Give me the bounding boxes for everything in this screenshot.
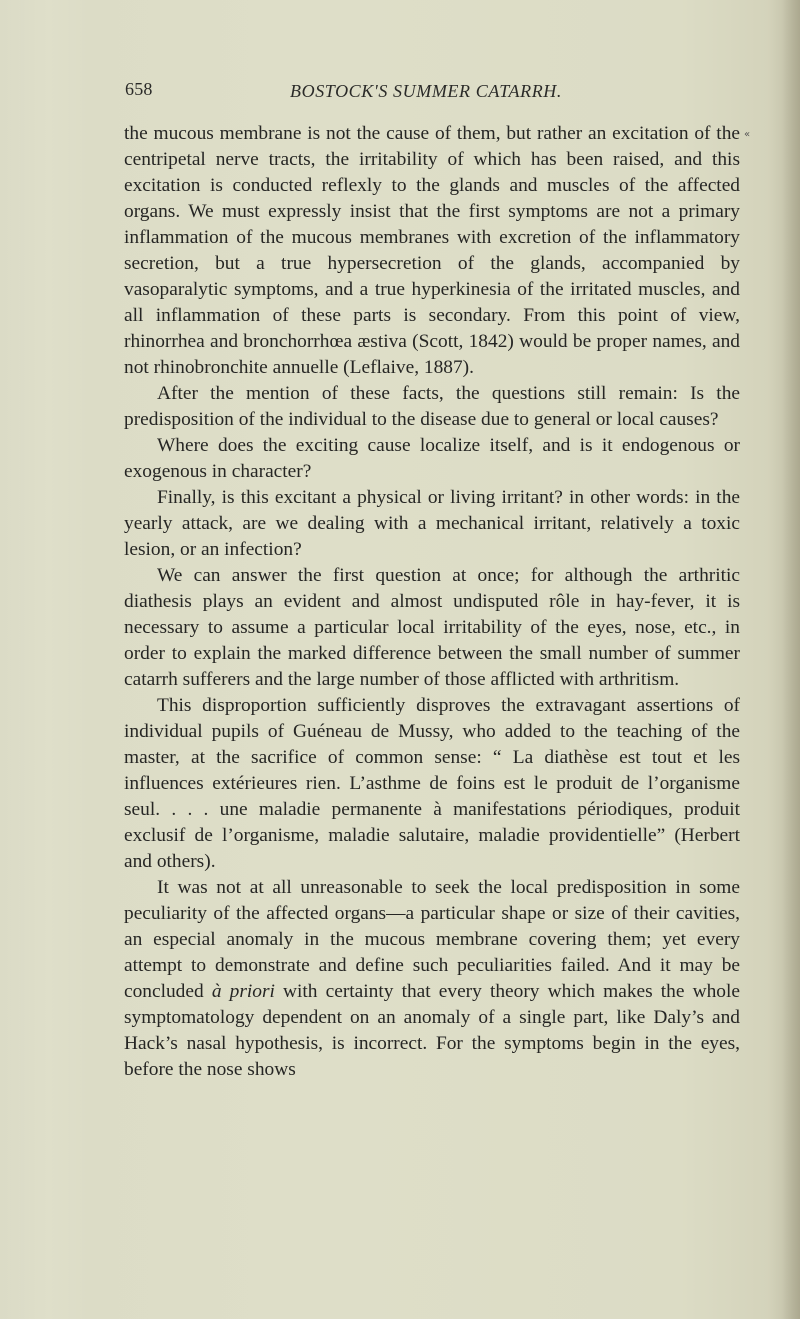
paragraph-question-irritant: Finally, is this excitant a physical or living irritant? in other words: in the yearly attack, are we dealing with a mechanical irritant, relatively a toxic lesion, or an infection? bbox=[124, 487, 740, 560]
paragraph-continued: the mucous membrane is not the cause of them, but rather an excitation of the centripetal nerve tracts, the irritability of which has been raised, and this excitation is conducted reflexly to the glands and muscles of the affected organs. We must expressly insist that the first symptoms are not a primary inflammation of the mucous membranes with excretion of the inflammatory secretion, but a true hypersecretion of the glands, accompanied by vasoparalytic symptoms, and a true hyperkinesia of the irritated muscles, and all inflammation of these parts is secondary. From this point of view, rhinorrhea and bronchorrhœa æstiva (Scott, 1842) would be proper names, and not rhinobronchite annuelle (Leflaive, 1887). bbox=[124, 123, 740, 378]
page-number: 658 bbox=[125, 79, 153, 99]
paragraph-disproportion: This disproportion sufficiently disproves the extravagant assertions of individual pupils of Guéneau de Mussy, who added to the teaching of the master, at the sacrifice of common sense: “ La diathèse est tout et les influences extérieures rien. L’asthme de foins est le produit de l’organisme seul. . . . une maladie permanente à manifestations périodiques, produit exclusif de l’organisme, maladie salutaire, maladie providentielle” (Herbert and others). bbox=[124, 695, 740, 872]
paragraph-question-localization: Where does the exciting cause localize itself, and is it endogenous or exogenous in character? bbox=[124, 435, 740, 482]
paragraph-local-predisposition bbox=[124, 875, 740, 1083]
italic-phrase: à priori bbox=[211, 981, 275, 1002]
text-segment: with certainty that every theory which makes the whole symptomatology dependent on an anomaly of a single part, like Daly’s and Hack’s nasal hypothesis, is incorrect. For the symptoms begin in the eyes, before the nose shows bbox=[124, 981, 740, 1080]
paragraph-questions-intro: After the mention of these facts, the questions still remain: Is the predisposition of the individual to the disease due to general or local causes? bbox=[124, 383, 740, 430]
paragraph-first-answer: We can answer the first question at once; for although the arthritic diathesis plays an evident and almost undisputed rôle in hay-fever, it is necessary to assume a particular local irritability of the eyes, nose, etc., in order to explain the marked difference between the small number of summer catarrh sufferers and the large number of those afflicted with arthritism. bbox=[124, 565, 740, 690]
body-text bbox=[124, 121, 740, 1083]
text-segment: It was not at all unreasonable to seek the local predisposition in some peculiarity of the affected organs—a particular shape or size of their cavities, an especial anomaly in the mucous membrane covering them; yet every attempt to demonstrate and define such peculiarities failed. And it may be concluded bbox=[124, 877, 740, 1002]
page-header bbox=[125, 75, 740, 105]
margin-mark-icon: « bbox=[744, 129, 751, 140]
running-head: BOSTOCK'S SUMMER CATARRH. bbox=[290, 81, 563, 101]
